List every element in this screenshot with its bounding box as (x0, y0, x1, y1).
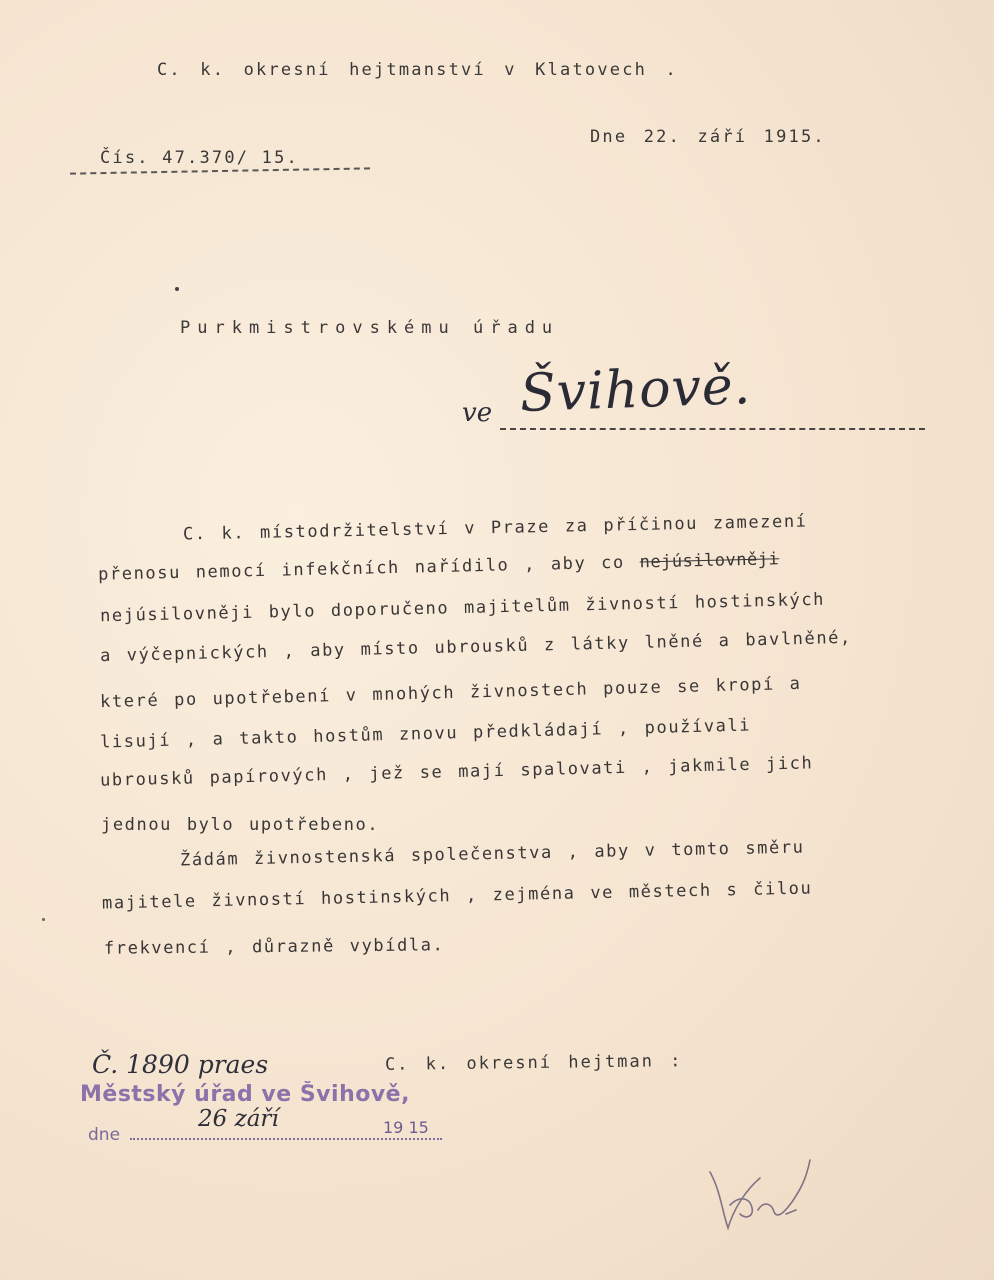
handwritten-place: Švihově. (519, 355, 753, 425)
body-line-4: a výčepnických , aby místo ubrousků z látky lněné a bavlněné, (99, 627, 853, 667)
body-line-3: nejúsilovněji bylo doporučeno majitelům živností hostinských (99, 589, 826, 627)
body-line-1: C. k. místodržitelství v Praze za příčinou zamezení (182, 511, 808, 545)
body-line-7: ubrousků papírových , jež se mají spalovati , jakmile jich (99, 753, 814, 791)
signatory-title: C. k. okresní hejtman : (384, 1051, 683, 1075)
body-line-11: frekvencí , důrazně vybídla. (103, 935, 445, 959)
body-line-10: majitele živností hostinských , zejména ve městech s čilou (101, 878, 813, 914)
body-line-5: které po upotřebení v mnohých živnostech pouze se kropí a (99, 673, 802, 713)
addressee: Purkmistrovskému úřadu (180, 318, 560, 338)
body-line-2-text: přenosu nemocí infekčních nařídilo , aby co (97, 552, 626, 585)
document-date: Dne 22. září 1915. (590, 127, 826, 147)
handwritten-reference: Č. 1890 praes (92, 1050, 269, 1079)
ink-dot (175, 287, 179, 291)
handwritten-receipt-date: 26 září (198, 1106, 279, 1132)
struck-word: nejúsilovněji (639, 549, 780, 573)
body-line-6: lisují , a takto hostům znovu předkládají , používali (99, 715, 752, 753)
office-stamp: Městský úřad ve Švihově, (80, 1082, 410, 1107)
reference-number: Čís. 47.370/ 15. (100, 148, 299, 168)
stamp-date-label: dne (88, 1125, 121, 1145)
issuing-office: C. k. okresní hejtmanství v Klatovech . (157, 60, 678, 80)
body-line-2 (98, 549, 780, 584)
address-underline (500, 428, 925, 430)
body-line-9: Žádám živnostenská společenstva , aby v tomto směru (179, 837, 805, 871)
stamp-dotted-line (130, 1138, 442, 1140)
body-line-8: jednou bylo upotřebeno. (101, 815, 380, 835)
reference-underline (70, 167, 370, 174)
address-prefix: ve (462, 398, 493, 428)
handwritten-signature (700, 1150, 820, 1240)
stamp-year: 19 15 (383, 1118, 429, 1137)
edge-mark (42, 918, 45, 921)
